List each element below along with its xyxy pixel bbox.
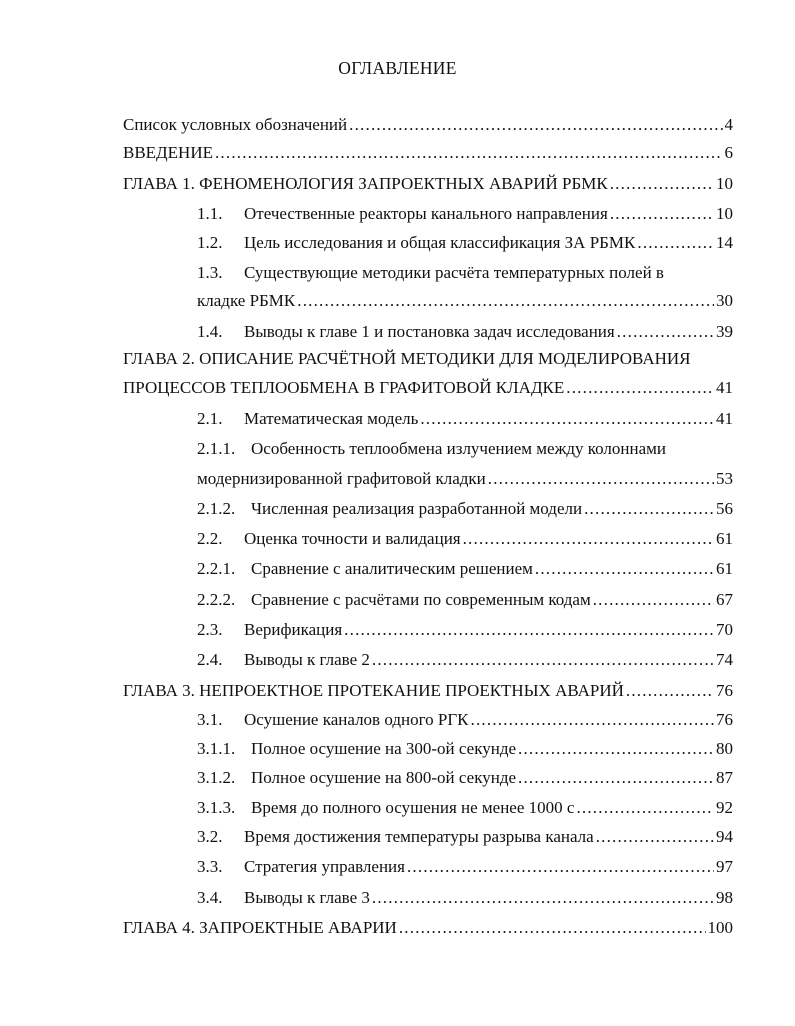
toc-entry <box>123 917 733 939</box>
toc-entry-number: 3.1.1. <box>197 739 236 758</box>
toc-leader-dots <box>596 826 714 848</box>
toc-entry <box>197 797 733 819</box>
toc-leader-dots <box>471 709 714 731</box>
toc-entry-title: Цель исследования и общая классификация ЗА РБМК <box>244 233 636 252</box>
toc-entry-page: 76 <box>716 710 733 729</box>
toc-entry <box>197 262 733 284</box>
toc-entry-number: 2.1.1. <box>197 439 236 458</box>
toc-leader-dots <box>566 377 714 399</box>
toc-leader-dots <box>399 917 706 939</box>
toc-entry-number: 3.3. <box>197 857 223 876</box>
toc-entry <box>197 468 733 490</box>
toc-entry-title: ГЛАВА 1. ФЕНОМЕНОЛОГИЯ ЗАПРОЕКТНЫХ АВАРИЙ РБМК <box>123 174 608 193</box>
toc-entry-title: Сравнение с расчётами по современным кодам <box>251 590 591 609</box>
toc-entry <box>197 856 733 878</box>
toc-entry-page: 10 <box>716 174 733 193</box>
toc-entry-title: Существующие методики расчёта температурных полей в <box>244 263 664 282</box>
toc-entry-title: Выводы к главе 2 <box>244 650 370 669</box>
toc-leader-dots <box>518 767 714 789</box>
toc-entry-title: Выводы к главе 3 <box>244 888 370 907</box>
toc-entry-page: 4 <box>724 115 733 134</box>
toc-entry-title: ПРОЦЕССОВ ТЕПЛООБМЕНА В ГРАФИТОВОЙ КЛАДКЕ <box>123 378 565 397</box>
toc-entry-number: 2.1. <box>197 409 223 428</box>
toc-entry-title: Полное осушение на 800-ой секунде <box>251 768 517 787</box>
toc-entry-number: 3.2. <box>197 827 223 846</box>
toc-entry-title: Полное осушение на 300-ой секунде <box>251 739 517 758</box>
toc-entry-title: Математическая модель <box>244 409 419 428</box>
toc-entry <box>197 738 733 760</box>
toc-entry <box>197 709 733 731</box>
toc-entry-number: 1.4. <box>197 322 223 341</box>
toc-entry <box>197 528 733 550</box>
toc-entry-number: 2.3. <box>197 620 223 639</box>
toc-leader-dots <box>626 680 714 702</box>
toc-entry-title: модернизированной графитовой кладки <box>197 469 486 488</box>
toc-entry-title: ГЛАВА 4. ЗАПРОЕКТНЫЕ АВАРИИ <box>123 918 397 937</box>
toc-entry-page: 98 <box>716 888 733 907</box>
toc-entry-page: 70 <box>716 620 733 639</box>
toc-leader-dots <box>617 321 714 343</box>
toc-entry-title: Сравнение с аналитическим решением <box>251 559 533 578</box>
toc-entry <box>197 826 733 848</box>
toc-entry <box>197 649 733 671</box>
toc-entry-page: 76 <box>716 681 733 700</box>
toc-leader-dots <box>372 649 714 671</box>
toc-entry-page: 41 <box>716 409 733 428</box>
toc-entry <box>197 887 733 909</box>
toc-entry-number: 2.2.2. <box>197 590 236 609</box>
toc-leader-dots <box>372 887 714 909</box>
toc-leader-dots <box>215 142 723 164</box>
toc-entry <box>123 114 733 136</box>
toc-entry-number: 2.1.2. <box>197 499 236 518</box>
toc-entry-number: 3.4. <box>197 888 223 907</box>
toc-leader-dots <box>593 589 714 611</box>
toc-entry <box>197 438 733 460</box>
toc-entry-page: 97 <box>716 857 733 876</box>
toc-entry-page: 41 <box>716 378 733 397</box>
toc-entry-page: 30 <box>716 291 733 310</box>
toc-entry-title: Осушение каналов одного РГК <box>244 710 469 729</box>
toc-entry <box>123 142 733 164</box>
toc-entry-number: 2.2. <box>197 529 223 548</box>
toc-entry-number: 1.2. <box>197 233 223 252</box>
toc-entry-title: Время до полного осушения не менее 1000 с <box>251 798 575 817</box>
toc-leader-dots <box>297 290 714 312</box>
toc-entry <box>197 767 733 789</box>
toc-entry-title: кладке РБМК <box>197 291 296 310</box>
toc-leader-dots <box>610 203 714 225</box>
toc-leader-dots <box>518 738 714 760</box>
toc-entry <box>123 377 733 399</box>
toc-entry-number: 2.2.1. <box>197 559 236 578</box>
toc-entry <box>123 173 733 195</box>
toc-entry-title: Оценка точности и валидация <box>244 529 461 548</box>
toc-leader-dots <box>584 498 714 520</box>
toc-entry-page: 67 <box>716 590 733 609</box>
toc-entry-page: 61 <box>716 529 733 548</box>
toc-entry-page: 6 <box>724 143 733 162</box>
toc-entry <box>197 589 733 611</box>
toc-entry <box>123 348 733 370</box>
toc-entry-number: 1.1. <box>197 204 223 223</box>
toc-entry-title: ВВЕДЕНИЕ <box>123 143 213 162</box>
toc-entry <box>197 203 733 225</box>
toc-entry-number: 2.4. <box>197 650 223 669</box>
toc-entry-title: Стратегия управления <box>244 857 405 876</box>
toc-entry-title: Верификация <box>244 620 343 639</box>
toc-entry-page: 80 <box>716 739 733 758</box>
toc-entry <box>197 498 733 520</box>
toc-entry-title: Время достижения температуры разрыва канала <box>244 827 594 846</box>
toc-leader-dots <box>349 114 722 136</box>
toc-entry <box>197 232 733 254</box>
toc-leader-dots <box>463 528 714 550</box>
toc-entry <box>197 321 733 343</box>
toc-entry-title: Численная реализация разработанной модели <box>251 499 583 518</box>
toc-entry-page: 94 <box>716 827 733 846</box>
toc-leader-dots <box>488 468 714 490</box>
toc-entry-number: 3.1.2. <box>197 768 236 787</box>
toc-entry-title: Особенность теплообмена излучением между колоннами <box>251 439 666 458</box>
toc-entry-title: ГЛАВА 2. ОПИСАНИЕ РАСЧЁТНОЙ МЕТОДИКИ ДЛЯ МОДЕЛИРОВАНИЯ <box>123 349 691 368</box>
toc-entry-number: 3.1. <box>197 710 223 729</box>
toc-entry-page: 61 <box>716 559 733 578</box>
toc-leader-dots <box>344 619 714 641</box>
toc-entry-number: 1.3. <box>197 263 223 282</box>
toc-entry <box>123 680 733 702</box>
toc-entry-title: ГЛАВА 3. НЕПРОЕКТНОЕ ПРОТЕКАНИЕ ПРОЕКТНЫХ АВАРИЙ <box>123 681 624 700</box>
toc-entry-page: 100 <box>707 918 733 937</box>
toc-entry-page: 53 <box>716 469 733 488</box>
toc-entry-page: 56 <box>716 499 733 518</box>
toc-entry-page: 10 <box>716 204 733 223</box>
toc-entry-title: Отечественные реакторы канального направления <box>244 204 608 223</box>
toc-leader-dots <box>576 797 714 819</box>
toc-leader-dots <box>637 232 714 254</box>
toc-entry <box>197 619 733 641</box>
toc-leader-dots <box>610 173 714 195</box>
page-title: ОГЛАВЛЕНИЕ <box>338 58 457 78</box>
toc-entry <box>197 290 733 312</box>
toc-entry-page: 74 <box>716 650 733 669</box>
toc-leader-dots <box>535 558 714 580</box>
toc-entry-title: Список условных обозначений <box>123 115 348 134</box>
toc-entry <box>197 408 733 430</box>
toc-entry-number: 3.1.3. <box>197 798 236 817</box>
toc-entry-page: 14 <box>716 233 733 252</box>
toc-entry-title: Выводы к главе 1 и постановка задач исследования <box>244 322 615 341</box>
toc-entry-page: 87 <box>716 768 733 787</box>
toc-leader-dots <box>407 856 714 878</box>
toc-entry-page: 92 <box>716 798 733 817</box>
toc-leader-dots <box>420 408 714 430</box>
toc-entry <box>197 558 733 580</box>
toc-entry-page: 39 <box>716 322 733 341</box>
